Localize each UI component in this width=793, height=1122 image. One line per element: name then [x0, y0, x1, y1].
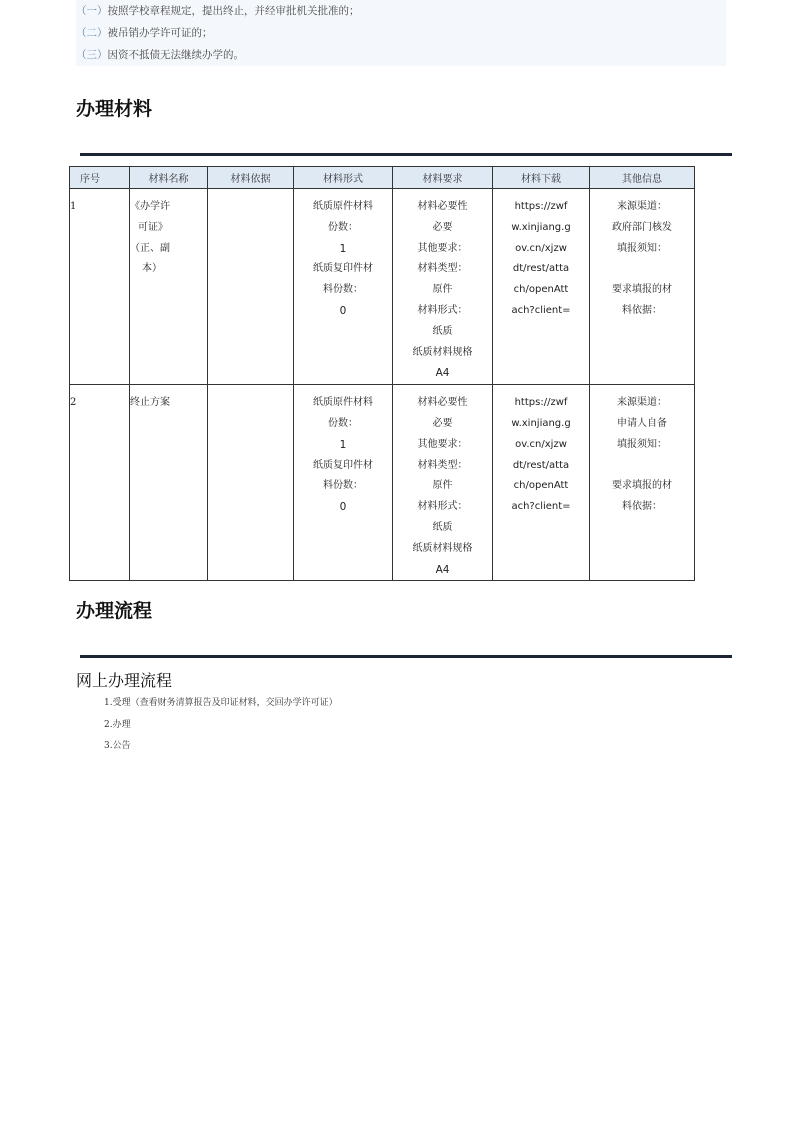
form-line: 0: [339, 304, 347, 317]
other-line: 料依据：: [622, 501, 662, 513]
cell-download-link[interactable]: [493, 189, 590, 385]
requirement-line: 必要: [432, 417, 453, 429]
clause-3: [76, 44, 726, 66]
download-line: ov.cn/xjzw: [515, 438, 567, 450]
name-line: 终止方案: [130, 397, 170, 409]
name-line: 《办学许: [130, 201, 170, 212]
clause-text: 按照学校章程规定，提出终止，并经审批机关批准的；: [107, 5, 360, 17]
cell-requirements: [393, 189, 493, 385]
requirement-line: 必要: [432, 221, 453, 233]
process-step: 3.公告: [104, 741, 131, 751]
requirement-line: 材料类型：: [417, 263, 468, 275]
name-line: 本）: [142, 263, 162, 275]
header-download: 材料下载: [493, 167, 590, 189]
process-heading: 办理流程: [76, 600, 153, 622]
seq-value: 2: [70, 397, 77, 409]
download-line: ach?client=: [511, 501, 571, 513]
cell-seq: [70, 189, 130, 385]
form-line: 料份数：: [323, 284, 363, 296]
termination-conditions: [76, 0, 726, 66]
table-row: [70, 385, 695, 581]
cell-basis: [208, 385, 294, 581]
materials-table: [69, 166, 695, 581]
form-line: 1: [339, 242, 347, 255]
cell-form: [294, 385, 393, 581]
download-line: ch/openAtt: [513, 480, 569, 492]
other-line: 要求填报的材: [612, 284, 672, 296]
form-line: 0: [339, 501, 347, 514]
online-process-heading: 网上办理流程: [76, 671, 173, 690]
requirement-line: 材料形式：: [417, 304, 468, 316]
process-step: 2.办理: [104, 719, 131, 730]
requirement-line: 原件: [432, 284, 453, 296]
download-line: ov.cn/xjzw: [515, 242, 567, 254]
cell-requirements: [393, 385, 493, 581]
download-line: w.xinjiang.g: [511, 221, 571, 233]
header-name: 材料名称: [130, 167, 208, 189]
requirement-line: 纸质材料规格: [412, 542, 473, 554]
header-seq: 序号: [70, 167, 130, 189]
form-line: 1: [339, 438, 347, 451]
header-form: 材料形式: [294, 167, 393, 189]
cell-name: [130, 385, 208, 581]
download-line: ch/openAtt: [513, 284, 569, 296]
name-line: （正、副: [130, 242, 170, 254]
form-line: 份数：: [328, 417, 358, 429]
requirement-line: 原件: [432, 480, 453, 492]
requirement-line: 材料形式：: [417, 501, 468, 513]
cell-other: [590, 385, 695, 581]
seq-value: 1: [70, 201, 77, 212]
form-line: 料份数：: [323, 480, 363, 492]
name-line: 可证》: [138, 221, 168, 233]
requirement-line: 材料必要性: [417, 397, 468, 409]
header-other: 其他信息: [590, 167, 695, 189]
cell-download-link[interactable]: [493, 385, 590, 581]
header-requirements: 材料要求: [393, 167, 493, 189]
requirement-line: 其他要求：: [417, 438, 468, 450]
other-line: 料依据：: [622, 304, 662, 316]
clause-number: （三）: [76, 49, 108, 61]
requirement-line: A4: [435, 563, 450, 576]
other-line: [590, 456, 694, 477]
other-line: 填报须知：: [617, 438, 667, 450]
requirement-line: 纸质: [432, 325, 453, 337]
download-line: dt/rest/atta: [512, 263, 570, 275]
section-divider: [80, 655, 732, 658]
download-line: w.xinjiang.g: [511, 417, 571, 429]
cell-basis: [208, 189, 294, 385]
clause-number: （一）: [76, 5, 108, 17]
form-line: 纸质原件材料: [313, 201, 373, 212]
form-line: 纸质复印件材: [313, 459, 373, 471]
process-step: 1.受理（查看财务清算报告及印证材料，交回办学许可证）: [104, 698, 338, 708]
download-line: dt/rest/atta: [512, 459, 570, 471]
download-line: https://zwf: [514, 397, 568, 409]
other-line: 要求填报的材: [612, 480, 672, 492]
table-header-row: [70, 167, 695, 189]
requirement-line: 材料必要性: [417, 201, 468, 212]
requirement-line: 材料类型：: [417, 459, 468, 471]
other-line: 来源渠道：: [617, 397, 667, 409]
other-line: [590, 259, 694, 280]
clause-number: （二）: [76, 27, 108, 39]
form-line: 纸质原件材料: [313, 397, 373, 409]
download-line: https://zwf: [514, 201, 568, 212]
cell-name: [130, 189, 208, 385]
header-basis: 材料依据: [208, 167, 294, 189]
clause-1: [76, 0, 726, 22]
cell-seq: [70, 385, 130, 581]
requirement-line: A4: [435, 367, 450, 380]
cell-form: [294, 189, 393, 385]
download-line: ach?client=: [511, 304, 571, 316]
clause-text: 因资不抵债无法继续办学的。: [107, 49, 244, 61]
requirement-line: 其他要求：: [417, 242, 468, 254]
table-row: [70, 189, 695, 385]
other-line: 申请人自备: [617, 417, 667, 429]
form-line: 份数：: [328, 221, 358, 233]
clause-2: [76, 22, 726, 44]
other-line: 来源渠道：: [617, 201, 667, 212]
clause-text: 被吊销办学许可证的；: [107, 27, 213, 39]
materials-heading: 办理材料: [76, 98, 153, 120]
form-line: 纸质复印件材: [313, 263, 373, 275]
cell-other: [590, 189, 695, 385]
other-line: 政府部门核发: [612, 221, 672, 233]
process-steps: [104, 693, 338, 758]
requirement-line: 纸质: [432, 521, 453, 533]
section-divider: [80, 153, 732, 156]
requirement-line: 纸质材料规格: [412, 346, 473, 358]
other-line: 填报须知：: [617, 242, 667, 254]
